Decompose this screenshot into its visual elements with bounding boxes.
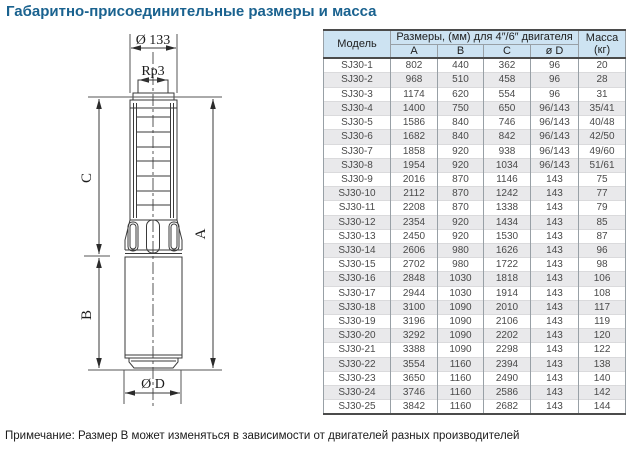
value-cell: 2682 bbox=[484, 400, 531, 415]
value-cell: 96 bbox=[531, 73, 579, 87]
value-cell: 1160 bbox=[438, 371, 484, 385]
value-cell: 2944 bbox=[391, 286, 438, 300]
value-cell: 458 bbox=[484, 73, 531, 87]
value-cell: 1858 bbox=[391, 144, 438, 158]
table-row bbox=[324, 300, 626, 314]
table-body bbox=[324, 58, 626, 414]
table-row bbox=[324, 172, 626, 186]
value-cell: 1090 bbox=[438, 314, 484, 328]
table-row bbox=[324, 371, 626, 385]
table-row bbox=[324, 400, 626, 415]
value-cell: 143 bbox=[531, 243, 579, 257]
value-cell: 1954 bbox=[391, 158, 438, 172]
model-cell: SJ30-16 bbox=[324, 272, 391, 286]
value-cell: 1914 bbox=[484, 286, 531, 300]
model-cell: SJ30-19 bbox=[324, 314, 391, 328]
value-cell: 920 bbox=[438, 215, 484, 229]
value-cell: 96/143 bbox=[531, 101, 579, 115]
value-cell: 2606 bbox=[391, 243, 438, 257]
col-header-a: A bbox=[391, 44, 438, 58]
value-cell: 143 bbox=[531, 343, 579, 357]
value-cell: 3100 bbox=[391, 300, 438, 314]
value-cell: 802 bbox=[391, 58, 438, 73]
dim-c-label: C bbox=[79, 172, 95, 184]
table-row bbox=[324, 201, 626, 215]
value-cell: 1400 bbox=[391, 101, 438, 115]
value-cell: 2208 bbox=[391, 201, 438, 215]
value-cell: 31 bbox=[579, 87, 626, 101]
value-cell: 42/50 bbox=[579, 130, 626, 144]
value-cell: 3292 bbox=[391, 329, 438, 343]
table-row bbox=[324, 229, 626, 243]
value-cell: 920 bbox=[438, 158, 484, 172]
value-cell: 1034 bbox=[484, 158, 531, 172]
col-header-c: C bbox=[484, 44, 531, 58]
model-cell: SJ30-2 bbox=[324, 73, 391, 87]
value-cell: 1530 bbox=[484, 229, 531, 243]
table-row bbox=[324, 286, 626, 300]
col-header-d: ø D bbox=[531, 44, 579, 58]
col-header-mass: Масса (кг) bbox=[579, 30, 626, 58]
value-cell: 106 bbox=[579, 272, 626, 286]
value-cell: 2298 bbox=[484, 343, 531, 357]
value-cell: 1160 bbox=[438, 357, 484, 371]
model-cell: SJ30-6 bbox=[324, 130, 391, 144]
table-row bbox=[324, 215, 626, 229]
table-row bbox=[324, 101, 626, 115]
value-cell: 3842 bbox=[391, 400, 438, 415]
value-cell: 1160 bbox=[438, 385, 484, 399]
value-cell: 49/60 bbox=[579, 144, 626, 158]
value-cell: 20 bbox=[579, 58, 626, 73]
value-cell: 1242 bbox=[484, 187, 531, 201]
value-cell: 968 bbox=[391, 73, 438, 87]
value-cell: 440 bbox=[438, 58, 484, 73]
value-cell: 87 bbox=[579, 229, 626, 243]
model-cell: SJ30-18 bbox=[324, 300, 391, 314]
value-cell: 143 bbox=[531, 385, 579, 399]
value-cell: 96/143 bbox=[531, 116, 579, 130]
table-row bbox=[324, 116, 626, 130]
model-cell: SJ30-5 bbox=[324, 116, 391, 130]
model-cell: SJ30-20 bbox=[324, 329, 391, 343]
value-cell: 143 bbox=[531, 300, 579, 314]
value-cell: 842 bbox=[484, 130, 531, 144]
value-cell: 1682 bbox=[391, 130, 438, 144]
value-cell: 2010 bbox=[484, 300, 531, 314]
value-cell: 143 bbox=[531, 357, 579, 371]
col-header-model: Модель bbox=[324, 30, 391, 58]
pump-outline bbox=[84, 34, 222, 407]
value-cell: 938 bbox=[484, 144, 531, 158]
value-cell: 2354 bbox=[391, 215, 438, 229]
model-cell: SJ30-15 bbox=[324, 258, 391, 272]
value-cell: 870 bbox=[438, 201, 484, 215]
value-cell: 96 bbox=[531, 58, 579, 73]
value-cell: 98 bbox=[579, 258, 626, 272]
value-cell: 40/48 bbox=[579, 116, 626, 130]
value-cell: 1146 bbox=[484, 172, 531, 186]
table-row bbox=[324, 58, 626, 73]
value-cell: 119 bbox=[579, 314, 626, 328]
value-cell: 96 bbox=[531, 87, 579, 101]
value-cell: 120 bbox=[579, 329, 626, 343]
value-cell: 3554 bbox=[391, 357, 438, 371]
value-cell: 3650 bbox=[391, 371, 438, 385]
value-cell: 2394 bbox=[484, 357, 531, 371]
model-cell: SJ30-17 bbox=[324, 286, 391, 300]
col-header-dims-group: Размеры, (мм) для 4″/6″ двигателя bbox=[391, 30, 579, 44]
value-cell: 96 bbox=[579, 243, 626, 257]
model-cell: SJ30-13 bbox=[324, 229, 391, 243]
model-cell: SJ30-25 bbox=[324, 400, 391, 415]
value-cell: 3196 bbox=[391, 314, 438, 328]
dim-b-label: B bbox=[79, 309, 95, 321]
value-cell: 1626 bbox=[484, 243, 531, 257]
value-cell: 143 bbox=[531, 314, 579, 328]
value-cell: 142 bbox=[579, 385, 626, 399]
table-row bbox=[324, 243, 626, 257]
value-cell: 1090 bbox=[438, 300, 484, 314]
model-cell: SJ30-21 bbox=[324, 343, 391, 357]
model-cell: SJ30-12 bbox=[324, 215, 391, 229]
table-row bbox=[324, 130, 626, 144]
value-cell: 1338 bbox=[484, 201, 531, 215]
value-cell: 75 bbox=[579, 172, 626, 186]
table-row bbox=[324, 144, 626, 158]
table-row bbox=[324, 187, 626, 201]
value-cell: 1818 bbox=[484, 272, 531, 286]
value-cell: 143 bbox=[531, 329, 579, 343]
value-cell: 138 bbox=[579, 357, 626, 371]
value-cell: 35/41 bbox=[579, 101, 626, 115]
table-row bbox=[324, 385, 626, 399]
footnote: Примечание: Размер B может изменяться в зависимости от двигателей разных производителей bbox=[5, 430, 520, 442]
value-cell: 1090 bbox=[438, 343, 484, 357]
value-cell: 3388 bbox=[391, 343, 438, 357]
value-cell: 2848 bbox=[391, 272, 438, 286]
value-cell: 1586 bbox=[391, 116, 438, 130]
value-cell: 96/143 bbox=[531, 144, 579, 158]
value-cell: 980 bbox=[438, 258, 484, 272]
top-diameter-label: Ø 133 bbox=[135, 33, 171, 48]
table-row bbox=[324, 343, 626, 357]
value-cell: 143 bbox=[531, 258, 579, 272]
model-cell: SJ30-4 bbox=[324, 101, 391, 115]
value-cell: 1090 bbox=[438, 329, 484, 343]
model-cell: SJ30-10 bbox=[324, 187, 391, 201]
pump-dimension-drawing bbox=[0, 25, 310, 425]
table-row bbox=[324, 272, 626, 286]
value-cell: 143 bbox=[531, 187, 579, 201]
value-cell: 920 bbox=[438, 144, 484, 158]
value-cell: 85 bbox=[579, 215, 626, 229]
value-cell: 2490 bbox=[484, 371, 531, 385]
value-cell: 2016 bbox=[391, 172, 438, 186]
page-title: Габаритно-присоединительные размеры и масса bbox=[6, 3, 377, 20]
value-cell: 1030 bbox=[438, 272, 484, 286]
value-cell: 144 bbox=[579, 400, 626, 415]
value-cell: 143 bbox=[531, 215, 579, 229]
model-cell: SJ30-7 bbox=[324, 144, 391, 158]
value-cell: 750 bbox=[438, 101, 484, 115]
value-cell: 140 bbox=[579, 371, 626, 385]
value-cell: 746 bbox=[484, 116, 531, 130]
value-cell: 3746 bbox=[391, 385, 438, 399]
value-cell: 650 bbox=[484, 101, 531, 115]
value-cell: 108 bbox=[579, 286, 626, 300]
value-cell: 77 bbox=[579, 187, 626, 201]
value-cell: 143 bbox=[531, 400, 579, 415]
value-cell: 28 bbox=[579, 73, 626, 87]
model-cell: SJ30-23 bbox=[324, 371, 391, 385]
value-cell: 117 bbox=[579, 300, 626, 314]
value-cell: 79 bbox=[579, 201, 626, 215]
value-cell: 143 bbox=[531, 172, 579, 186]
value-cell: 143 bbox=[531, 272, 579, 286]
value-cell: 143 bbox=[531, 201, 579, 215]
value-cell: 96/143 bbox=[531, 130, 579, 144]
value-cell: 51/61 bbox=[579, 158, 626, 172]
value-cell: 2450 bbox=[391, 229, 438, 243]
value-cell: 620 bbox=[438, 87, 484, 101]
model-cell: SJ30-11 bbox=[324, 201, 391, 215]
value-cell: 840 bbox=[438, 130, 484, 144]
value-cell: 1030 bbox=[438, 286, 484, 300]
value-cell: 2702 bbox=[391, 258, 438, 272]
value-cell: 2106 bbox=[484, 314, 531, 328]
col-header-b: B bbox=[438, 44, 484, 58]
table-row bbox=[324, 357, 626, 371]
table-row bbox=[324, 258, 626, 272]
value-cell: 554 bbox=[484, 87, 531, 101]
value-cell: 1174 bbox=[391, 87, 438, 101]
value-cell: 870 bbox=[438, 187, 484, 201]
value-cell: 870 bbox=[438, 172, 484, 186]
value-cell: 143 bbox=[531, 286, 579, 300]
model-cell: SJ30-1 bbox=[324, 58, 391, 73]
dimensions-table-wrap bbox=[323, 29, 625, 415]
table-row bbox=[324, 314, 626, 328]
table-row bbox=[324, 73, 626, 87]
value-cell: 980 bbox=[438, 243, 484, 257]
value-cell: 143 bbox=[531, 229, 579, 243]
dimensions-table bbox=[323, 29, 626, 415]
model-cell: SJ30-8 bbox=[324, 158, 391, 172]
value-cell: 840 bbox=[438, 116, 484, 130]
value-cell: 143 bbox=[531, 371, 579, 385]
dim-a-label: A bbox=[193, 228, 209, 240]
model-cell: SJ30-9 bbox=[324, 172, 391, 186]
table-row bbox=[324, 87, 626, 101]
value-cell: 2202 bbox=[484, 329, 531, 343]
table-row bbox=[324, 329, 626, 343]
value-cell: 1160 bbox=[438, 400, 484, 415]
value-cell: 920 bbox=[438, 229, 484, 243]
value-cell: 362 bbox=[484, 58, 531, 73]
value-cell: 1722 bbox=[484, 258, 531, 272]
model-cell: SJ30-14 bbox=[324, 243, 391, 257]
table-row bbox=[324, 158, 626, 172]
value-cell: 2112 bbox=[391, 187, 438, 201]
model-cell: SJ30-22 bbox=[324, 357, 391, 371]
value-cell: 96/143 bbox=[531, 158, 579, 172]
value-cell: 510 bbox=[438, 73, 484, 87]
bottom-diameter-label: Ø D bbox=[141, 377, 165, 392]
thread-label: Rp3 bbox=[141, 64, 165, 79]
model-cell: SJ30-24 bbox=[324, 385, 391, 399]
value-cell: 2586 bbox=[484, 385, 531, 399]
value-cell: 1434 bbox=[484, 215, 531, 229]
model-cell: SJ30-3 bbox=[324, 87, 391, 101]
value-cell: 122 bbox=[579, 343, 626, 357]
